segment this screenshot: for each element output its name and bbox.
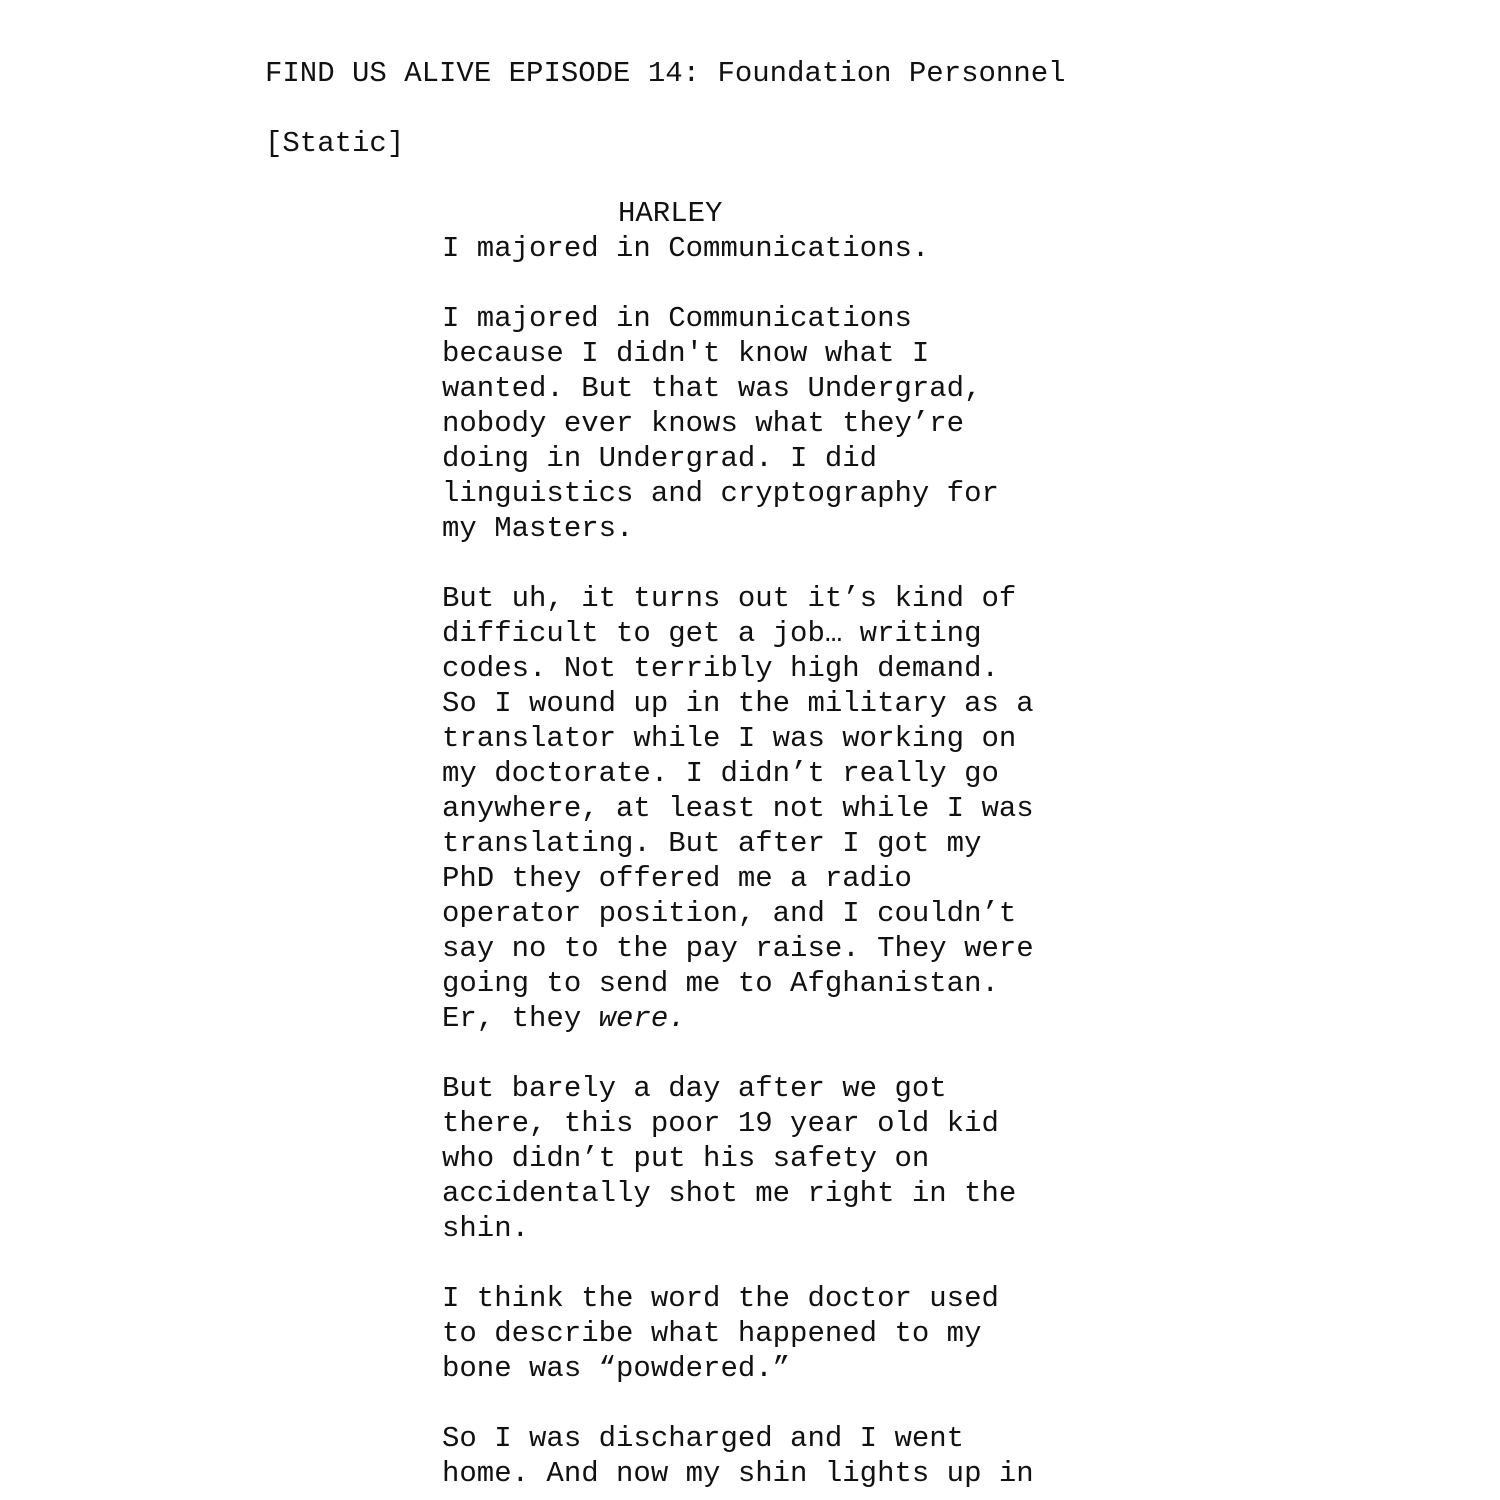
dialogue-line: my Masters. [442, 512, 634, 545]
dialogue-line: difficult to get a job… writing [442, 617, 982, 650]
dialogue-line: home. And now my shin lights up in [442, 1457, 1034, 1490]
dialogue-line: say no to the pay raise. They were [442, 932, 1034, 965]
paragraph-gap [442, 1246, 1082, 1281]
dialogue-line: anywhere, at least not while I was [442, 792, 1034, 825]
paragraph-gap [442, 1036, 1082, 1071]
dialogue-line: codes. Not terribly high demand. [442, 652, 999, 685]
dialogue-line: going to send me to Afghanistan. [442, 967, 999, 1000]
paragraph-gap [442, 1386, 1082, 1421]
dialogue-line [442, 1001, 1082, 1036]
dialogue-line: accidentally shot me right in the [442, 1177, 1017, 1210]
dialogue-line: linguistics and cryptography for [442, 477, 999, 510]
dialogue-block [442, 231, 1082, 1491]
dialogue-line: translator while I was working on [442, 722, 1017, 755]
emphasized-word: were. [598, 1002, 686, 1035]
dialogue-line: who didn’t put his safety on [442, 1142, 930, 1175]
dialogue-line: PhD they offered me a radio [442, 862, 912, 895]
dialogue-text: Er, they [442, 1002, 599, 1035]
paragraph-gap [442, 266, 1082, 301]
dialogue-line: So I wound up in the military as a [442, 687, 1034, 720]
dialogue-line: to describe what happened to my [442, 1317, 982, 1350]
dialogue-line: I majored in Communications. [442, 232, 930, 265]
dialogue-line: doing in Undergrad. I did [442, 442, 878, 475]
episode-title: FIND US ALIVE EPISODE 14: Foundation Personnel [265, 57, 1066, 90]
paragraph-gap [442, 546, 1082, 581]
dialogue-line: bone was “powdered.” [442, 1352, 791, 1385]
dialogue-line: because I didn't know what I [442, 337, 930, 370]
dialogue-line: shin. [442, 1212, 530, 1245]
dialogue-line: operator position, and I couldn’t [442, 897, 1017, 930]
dialogue-line: So I was discharged and I went [442, 1422, 965, 1455]
dialogue-line: I think the word the doctor used [442, 1282, 999, 1315]
dialogue-line: I majored in Communications [442, 302, 912, 335]
stage-direction: [Static] [265, 127, 405, 160]
dialogue-line: nobody ever knows what they’re [442, 407, 965, 440]
dialogue-line: wanted. But that was Undergrad, [442, 372, 982, 405]
dialogue-line: my doctorate. I didn’t really go [442, 757, 999, 790]
dialogue-line: translating. But after I got my [442, 827, 982, 860]
dialogue-line: But barely a day after we got [442, 1072, 947, 1105]
dialogue-line: there, this poor 19 year old kid [442, 1107, 999, 1140]
character-name: HARLEY [618, 197, 723, 230]
dialogue-line: But uh, it turns out it’s kind of [442, 582, 1017, 615]
